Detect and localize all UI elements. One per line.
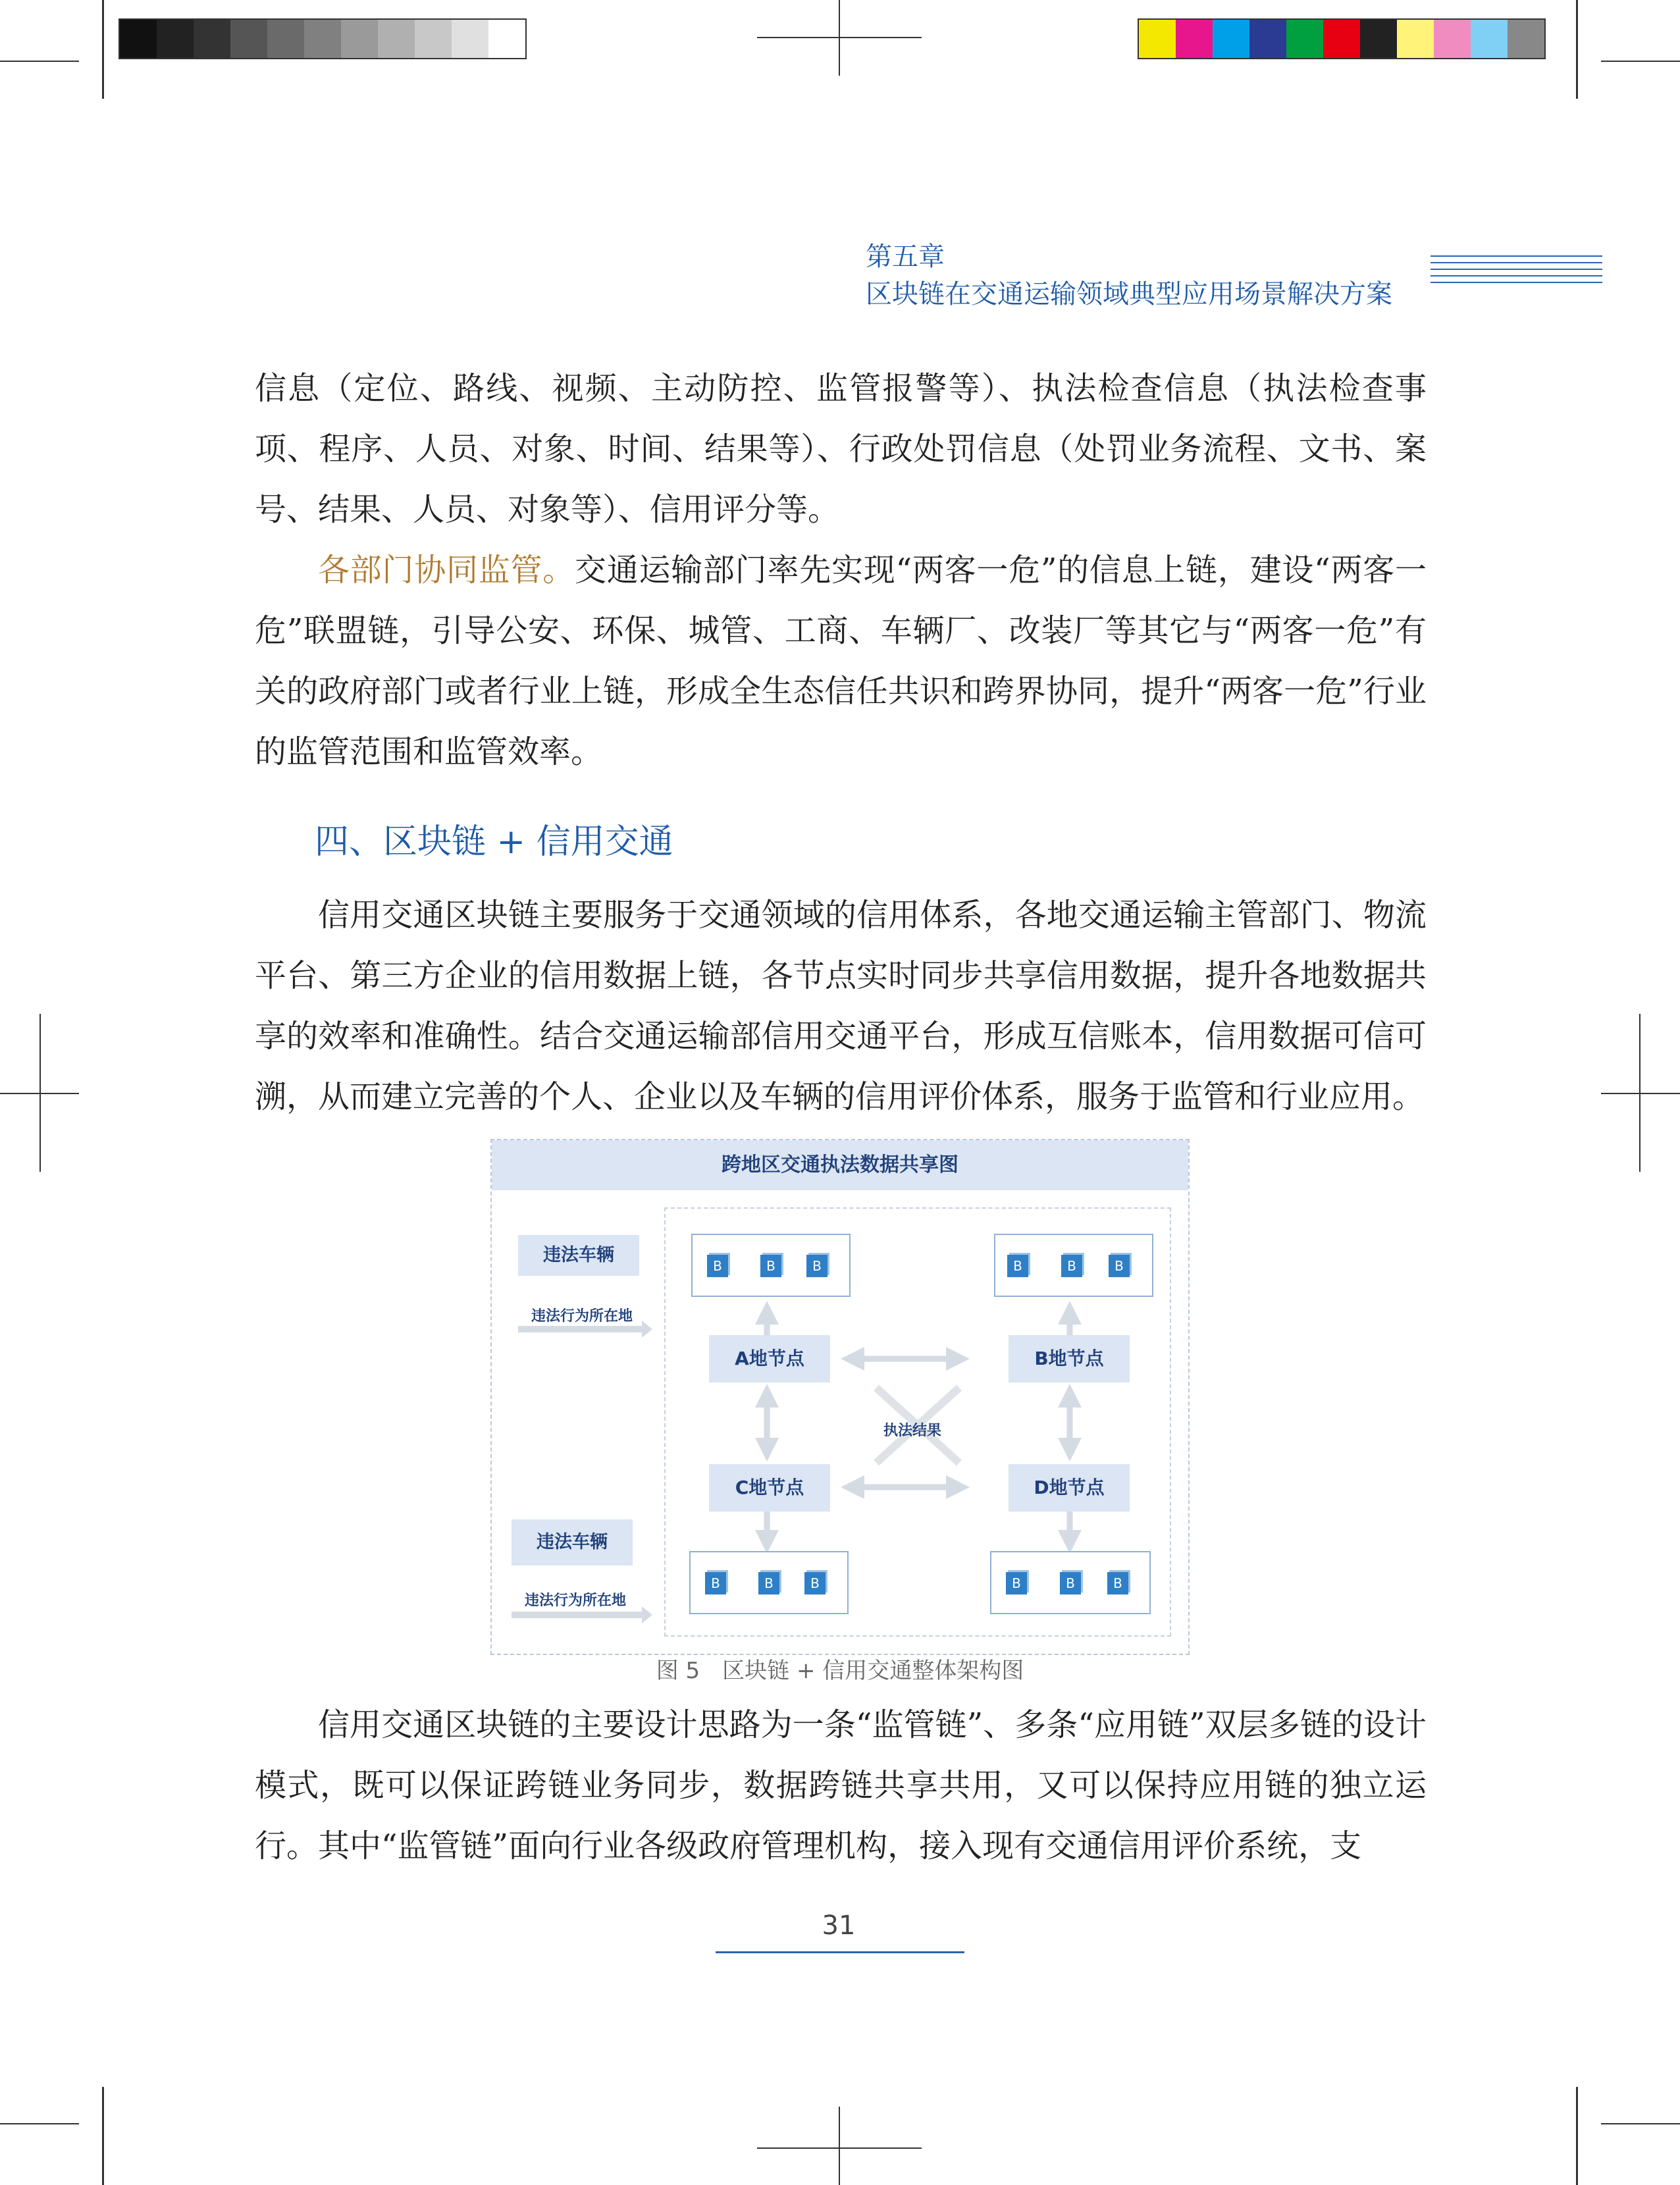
color-swatch — [157, 20, 194, 58]
color-swatch — [1508, 20, 1544, 58]
figure-caption: 图 5 区块链 + 信用交通整体架构图 — [656, 1658, 1024, 1684]
block: B — [1109, 1255, 1130, 1277]
block: B — [707, 1255, 728, 1277]
vehicle-note-bottom: 违法行为所在地 — [525, 1593, 627, 1609]
paragraph-2-highlight: 各部门协同监管。 — [318, 552, 575, 589]
color-swatch — [1213, 20, 1249, 58]
header-rules — [1431, 255, 1602, 288]
color-swatch — [1139, 20, 1176, 58]
architecture-figure — [490, 1139, 1190, 1655]
color-swatch — [1249, 20, 1286, 58]
node-c: C地节点 — [709, 1464, 830, 1512]
node-d: D地节点 — [1009, 1464, 1130, 1512]
color-swatch — [1360, 20, 1397, 58]
block: B — [760, 1255, 781, 1277]
node-b: B地节点 — [1009, 1335, 1130, 1382]
figure-title: 跨地区交通执法数据共享图 — [492, 1140, 1188, 1190]
center-label: 执法结果 — [883, 1423, 942, 1439]
block: B — [1061, 1255, 1082, 1277]
paragraph-1: 信息（定位、路线、视频、主动防控、监管报警等）、执法检查信息（执法检查事项、程序、人员、对象、时间、结果等）、行政处罚信息（处罚业务流程、文书、案号、结果、人员、对象等）、信用评分等。 — [255, 370, 1427, 528]
paragraph-3: 信用交通区块链主要服务于交通领域的信用体系，各地交通运输主管部门、物流平台、第三方企业的信用数据上链，各节点实时同步共享信用数据，提升各地数据共享的效率和准确性。结合交通运输部信用交通平台，形成互信账本，信用数据可信可溯，从而建立完善的个人、企业以及车辆的信用评价体系，服务于监管和行业应用。 — [255, 897, 1427, 1115]
paragraph-4: 信用交通区块链的主要设计思路为一条“监管链”、多条“应用链”双层多链的设计模式，既可以保证跨链业务同步，数据跨链共享共用，又可以保持应用链的独立运行。其中“监管链”面向行业各级政府管理机构，接入现有交通信用评价系统，支 — [255, 1706, 1427, 1864]
paragraph-2 — [255, 540, 1427, 782]
vehicle-label-bottom: 违法车辆 — [512, 1519, 633, 1566]
section-heading: 四、区块链 + 信用交通 — [315, 822, 673, 862]
block: B — [758, 1572, 779, 1594]
vehicle-note-top: 违法行为所在地 — [531, 1308, 633, 1325]
vehicle-label-top: 违法车辆 — [518, 1235, 639, 1276]
color-swatch — [120, 20, 157, 58]
block: B — [1107, 1572, 1128, 1594]
color-swatch — [341, 20, 378, 58]
color-swatch — [378, 20, 415, 58]
color-swatch — [304, 20, 341, 58]
page-number: 31 — [822, 1910, 856, 1941]
color-swatch — [194, 20, 230, 58]
color-swatch — [230, 20, 267, 58]
grayscale-bar — [118, 18, 527, 59]
chapter-label: 第五章 — [866, 242, 945, 272]
blockchain-c — [689, 1551, 849, 1614]
block: B — [1060, 1572, 1081, 1594]
color-swatch — [1397, 20, 1434, 58]
color-swatch — [1323, 20, 1360, 58]
color-swatch — [1434, 20, 1471, 58]
paragraph-2-text: 交通运输部门率先实现“两客一危”的信息上链，建设“两客一危”联盟链，引导公安、环保、城管、工商、车辆厂、改装厂等其它与“两客一危”有关的政府部门或者行业上链，形成全生态信任共识和跨界协同，提升“两客一危”行业的监管范围和监管效率。 — [255, 552, 1427, 770]
color-swatch — [488, 20, 525, 58]
page-number-rule — [716, 1951, 964, 1953]
chapter-title: 区块链在交通运输领域典型应用场景解决方案 — [866, 279, 1392, 309]
color-swatch — [1176, 20, 1213, 58]
color-swatch — [415, 20, 452, 58]
blockchain-a — [691, 1234, 851, 1297]
block: B — [1007, 1255, 1028, 1277]
node-a: A地节点 — [709, 1335, 830, 1382]
block: B — [705, 1572, 726, 1594]
block: B — [1006, 1572, 1027, 1594]
blockchain-d — [990, 1551, 1151, 1614]
block: B — [806, 1255, 827, 1277]
color-swatch — [267, 20, 304, 58]
color-swatch — [1286, 20, 1323, 58]
color-swatch — [452, 20, 488, 58]
block: B — [804, 1572, 826, 1594]
blockchain-b — [994, 1234, 1153, 1297]
color-swatch — [1471, 20, 1508, 58]
color-bar — [1138, 18, 1546, 59]
